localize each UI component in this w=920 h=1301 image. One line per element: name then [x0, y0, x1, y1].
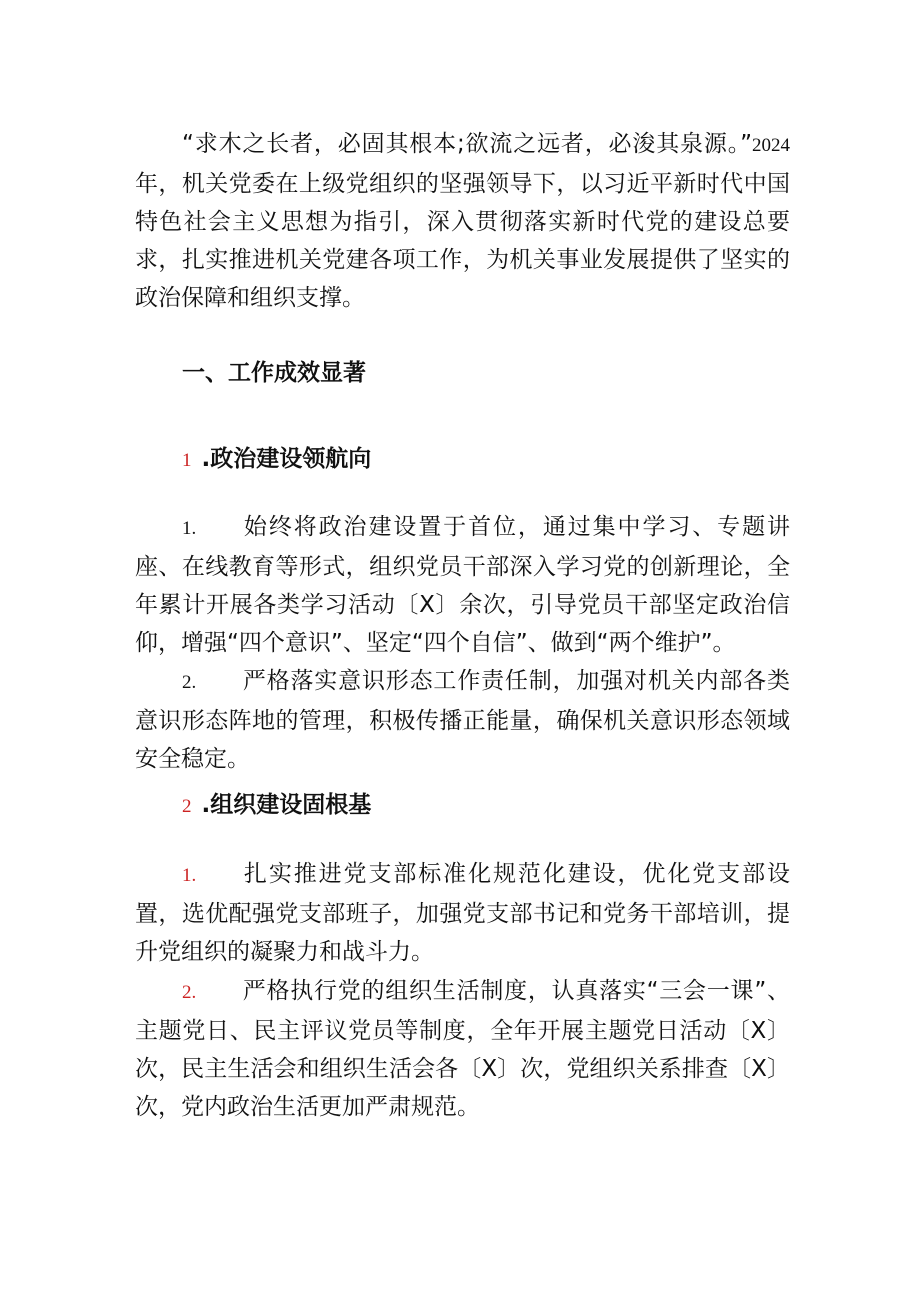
list-item-number: 1. [182, 865, 197, 886]
intro-year: 2024 [752, 135, 790, 156]
list-item-organization-1 [135, 855, 790, 971]
subsection-title: .政治建设领航向 [201, 446, 372, 472]
list-item-number: 1. [182, 518, 197, 539]
subsection-heading-organization [182, 786, 371, 826]
list-item-political-1 [135, 508, 790, 662]
list-item-political-2 [135, 662, 790, 778]
intro-quote: “求木之长者，必固其根本;欲流之远者，必浚其泉源。” [182, 131, 752, 157]
section-heading: 一、工作成效显著 [182, 360, 366, 386]
subsection-number: 1 [182, 450, 192, 471]
list-item-text: 始终将政治建设置于首位，通过集中学习、专题讲座、在线教育等形式，组织党员干部深入学习党的创新理论，全年累计开展各类学习活动〔X〕余次，引导党员干部坚定政治信仰，增强“四个意识”、坚定“四个自信”、做到“两个维护”。 [135, 514, 790, 656]
intro-paragraph [135, 125, 790, 317]
list-item-number: 2. [182, 672, 197, 693]
list-item-text: 严格执行党的组织生活制度，认真落实“三会一课”、主题党日、民主评议党员等制度，全年开展主题党日活动〔X〕次，民主生活会和组织生活会各〔X〕次，党组织关系排查〔X〕次，党内政治生活更加严肃规范。 [135, 978, 790, 1120]
list-item-text: 扎实推进党支部标准化规范化建设，优化党支部设置，选优配强党支部班子，加强党支部书记和党务干部培训，提升党组织的凝聚力和战斗力。 [135, 861, 790, 965]
subsection-heading-political [182, 440, 371, 480]
intro-body: 年，机关党委在上级党组织的坚强领导下，以习近平新时代中国特色社会主义思想为指引，深入贯彻落实新时代党的建设总要求，扎实推进机关党建各项工作，为机关事业发展提供了坚实的政治保障和组织支撑。 [135, 171, 790, 311]
list-item-organization-2 [135, 972, 790, 1126]
subsection-title: .组织建设固根基 [201, 792, 372, 818]
subsection-number: 2 [182, 796, 192, 817]
list-item-number: 2. [182, 982, 197, 1003]
list-item-text: 严格落实意识形态工作责任制，加强对机关内部各类意识形态阵地的管理，积极传播正能量，确保机关意识形态领域安全稳定。 [135, 668, 790, 772]
